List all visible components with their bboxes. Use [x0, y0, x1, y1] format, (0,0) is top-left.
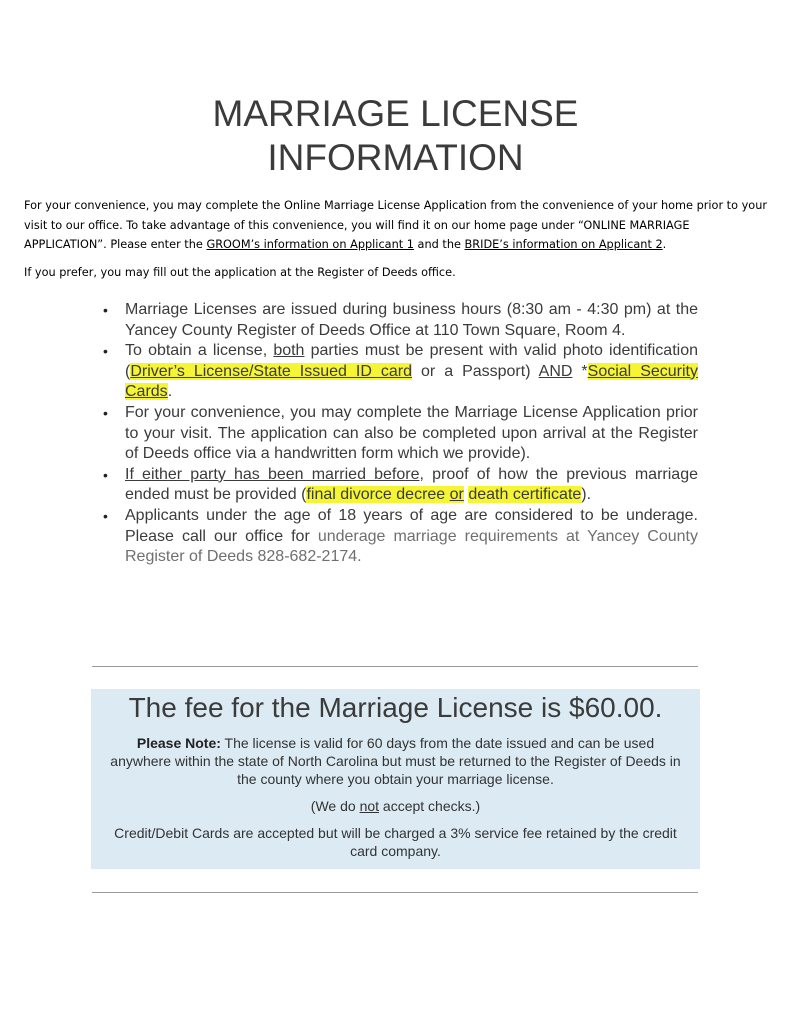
requirements-list: [100, 300, 698, 568]
item-text: To obtain a license,: [125, 342, 274, 360]
highlight-or: or: [449, 486, 464, 504]
fee-box: [91, 689, 700, 869]
checks-text: accept checks.): [379, 798, 481, 814]
intro-paragraph-office: If you prefer, you may fill out the application at the Register of Deeds office.: [24, 265, 456, 279]
note-label: Please Note:: [136, 735, 221, 751]
underage-contact: underage marriage requirements at Yancey County Register of Deeds 828-682-2174.: [125, 527, 699, 566]
emphasis-not: not: [359, 798, 380, 814]
list-item-previous-marriage: [100, 465, 698, 506]
highlight-death-certificate: death certificate: [468, 486, 582, 504]
highlight-social-security: Social Security Cards: [125, 362, 698, 401]
intro-text: For your convenience, you may complete the Online Marriage License Application from the convenience of your home prior to your visit to our office. To take advantage of this convenience, you will find it on our home page under “ONLINE MARRIAGE APPLICATION”. Please enter the: [24, 199, 768, 251]
item-text: , proof of how the previous marriage ended must be provided (: [125, 465, 698, 504]
item-text: parties must be present with valid photo identification (: [125, 342, 698, 380]
highlight-drivers-license: Driver’s License/State Issued ID card: [130, 362, 412, 380]
emphasis-married-before: If either party has been married before: [125, 465, 420, 483]
groom-instruction: GROOM’s information on Applicant 1: [206, 238, 414, 251]
item-text: ).: [581, 486, 592, 504]
highlight-space: [445, 486, 449, 503]
checks-text: (We do: [310, 798, 360, 814]
item-text: or a Passport): [412, 362, 539, 380]
note-text: The license is valid for 60 days from the date issued and can be used anywhere within the state of North Carolina but must be returned to the Register of Deeds in the county where you obtain your marriage license.: [110, 735, 681, 787]
fee-note: [105, 734, 686, 788]
intro-text: and the: [413, 238, 465, 251]
intro-section: [24, 196, 769, 282]
intro-text: .: [662, 238, 667, 251]
list-item-underage: [100, 506, 698, 568]
item-text: Applicants under the age of 18 years of age are considered to be underage. Please call our office for: [125, 506, 698, 545]
list-item-hours: • Marriage Licenses are issued during business hours (8:30 am - 4:30 pm) at the Yancey County Register of Deeds Office at 110 Town Square, Room 4.: [100, 300, 698, 341]
item-text: *: [572, 362, 588, 380]
cards-note: Credit/Debit Cards are accepted but will be charged a 3% service fee retained by the credit card company.: [114, 825, 677, 859]
divider-top: [92, 666, 698, 667]
list-item-application: • For your convenience, you may complete the Marriage License Application prior to your visit. The application can also be completed upon arrival at the Register of Deeds office via a handwritten form which we provide).: [100, 403, 698, 465]
title-line-2: INFORMATION: [267, 137, 524, 178]
divider-bottom: [92, 892, 698, 893]
item-text: .: [167, 383, 173, 401]
highlight-divorce-decree: final divorce decree: [306, 486, 446, 504]
checks-note: [91, 797, 700, 815]
bride-instruction: BRIDE’s information on Applicant 2: [464, 238, 663, 251]
emphasis-and: AND: [538, 362, 573, 380]
intro-paragraph-online: [24, 196, 769, 255]
list-item-identification: [100, 341, 698, 403]
page-title: [0, 92, 791, 180]
fee-headline: The fee for the Marriage License is $60.00.: [128, 692, 663, 723]
title-line-1: MARRIAGE LICENSE: [212, 93, 579, 134]
emphasis-both: both: [273, 342, 305, 360]
